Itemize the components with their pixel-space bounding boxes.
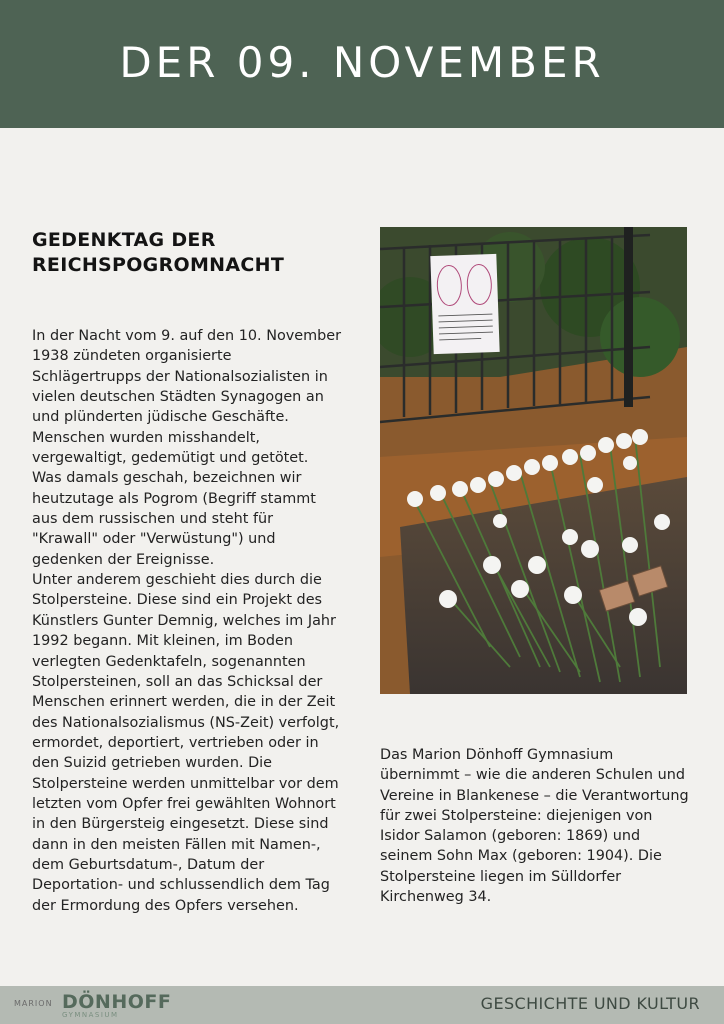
article-heading: GEDENKTAG DER REICHSPOGROMNACHT <box>32 229 285 276</box>
logo-marion-text: MARION <box>14 999 53 1008</box>
page-header <box>0 0 724 128</box>
stolpersteine-responsibility-text: Das Marion Dönhoff Gymnasium übernimmt – wie die anderen Schulen und Vereine in Blankenese – die Verantwortung für zwei Stolpersteine: diejenigen von Isidor Salamon (geboren: 1869) und seinem Sohn Max (geboren: 1904). Die Stolpersteine liegen im Sülldorfer Kirchenweg 34. <box>380 747 689 906</box>
school-logo <box>14 991 194 1019</box>
article-body: In der Nacht vom 9. auf den 10. November 1938 zündeten organisierte Schlägertrupps der Nationalsozialisten in vielen deutschen Städten Synagogen an und plünderten jüdische Geschäfte. Menschen wurden misshandelt, vergewaltigt, gedemütigt und getötet. Was damals geschah, bezeichnen wir heutzutage als Pogrom (Begriff stammt aus dem russischen und steht für "Krawall" oder "Verwüstung") und gedenken der Ereignisse. Unter anderem geschieht dies durch die Stolpersteine. Diese sind ein Projekt des Künstlers Gunter Demnig, welches im Jahr 1992 begann. Mit kleinen, im Boden verlegten Gedenktafeln, sogenannten Stolpersteinen, soll an das Schicksal der Menschen erinnert werden, die in der Zeit des Nationalsozialismus (NS-Zeit) verfolgt, ermordet, deportiert, vertrieben oder in den Suizid getrieben wurden. Die Stolpersteine werden unmittelbar vor dem letzten vom Opfer frei gewählten Wohnort in den Bürgersteig eingesetzt. Diese sind dann in den meisten Fällen mit Namen-, dem Geburtsdatum-, Datum der Deportation- und schlussendlich dem Tag der Ermordung des Opfers versehen. <box>32 328 342 914</box>
section-label: GESCHICHTE UND KULTUR <box>480 994 700 1013</box>
logo-subtitle-text: GYMNASIUM <box>62 1011 119 1019</box>
page-title: DER 09. NOVEMBER <box>119 38 605 87</box>
memorial-photo <box>380 227 687 694</box>
logo-name-text: DÖNHOFF <box>62 991 172 1013</box>
